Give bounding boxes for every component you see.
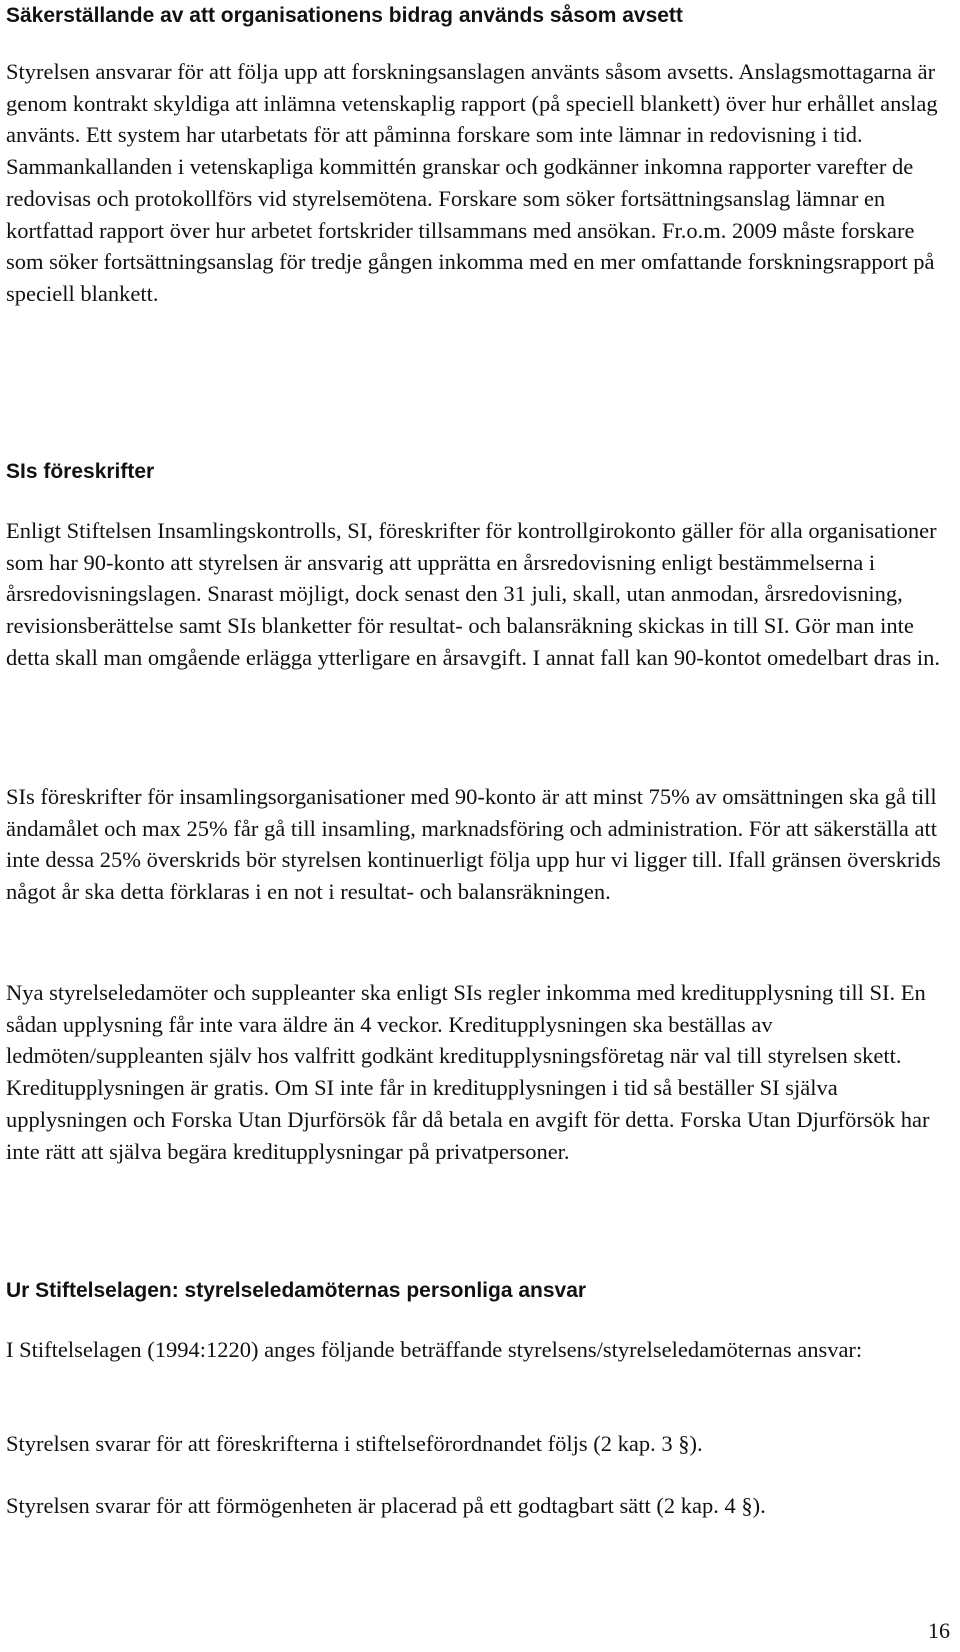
paragraph: I Stiftelselagen (1994:1220) anges följande beträffande styrelsens/styrelseledamöternas ansvar: [6, 1337, 863, 1362]
section-heading: Säkerställande av att organisationens bidrag används såsom avsett [6, 4, 683, 27]
paragraph: Styrelsen ansvarar för att följa upp att forskningsanslagen använts såsom avsetts. Anslagsmottagarna är genom kontrakt skyldiga att inlämna vetenskaplig rapport (på speciell blankett) över hur erhållet anslag använts. Ett system har utarbetats för att påminna forskare som inte lämnar in redovisning i tid. Sammankallanden i vetenskapliga kommittén granskar och godkänner inkomna rapporter varefter de redovisas och protokollförs vid styrelsemötena. Forskare som söker fortsättningsanslag lämnar en kortfattad rapport över hur arbetet fortskrider tillsammans med ansökan. Fr.o.m. 2009 måste forskare som söker fortsättningsanslag för tredje gången inkomma med en mer omfattande forskningsrapport på speciell blankett. [6, 59, 938, 306]
paragraph: Styrelsen svarar för att föreskrifterna i stiftelseförordnandet följs (2 kap. 3 §). [6, 1431, 703, 1456]
paragraph: Nya styrelseledamöter och suppleanter ska enligt SIs regler inkomma med kreditupplysning till SI. En sådan upplysning får inte vara äldre än 4 veckor. Kreditupplysningen ska beställas av ledmöten/suppleanten själv hos valfritt godkänt kreditupplysningsföretag när val till styrelsen skett. Kreditupplysningen är gratis. Om SI inte får in kreditupplysningen i tid så beställer SI själva upplysningen och Forska Utan Djurförsök får då betala en avgift för detta. Forska Utan Djurförsök har inte rätt att själva begära kreditupplysningar på privatpersoner. [6, 980, 930, 1164]
section-heading: SIs föreskrifter [6, 460, 155, 483]
section-heading: Ur Stiftelselagen: styrelseledamöternas personliga ansvar [6, 1279, 587, 1302]
paragraph: Enligt Stiftelsen Insamlingskontrolls, SI, föreskrifter för kontrollgirokonto gäller för alla organisationer som har 90-konto att styrelsen är ansvarig att upprätta en årsredovisning enligt bestämmelserna i årsredovisningslagen. Snarast möjligt, dock senast den 31 juli, skall, utan anmodan, årsredovisning, revisionsberättelse samt SIs blanketter för resultat- och balansräkning skickas in till SI. Gör man inte detta skall man omgående erlägga ytterligare en årsavgift. I annat fall kan 90-kontot omedelbart dras in. [6, 518, 941, 670]
paragraph: Styrelsen svarar för att förmögenheten är placerad på ett godtagbart sätt (2 kap. 4 §). [6, 1493, 766, 1518]
paragraph: SIs föreskrifter för insamlingsorganisationer med 90-konto är att minst 75% av omsättningen ska gå till ändamålet och max 25% får gå till insamling, marknadsföring och administration. För att säkerställa att inte dessa 25% överskrids bör styrelsen kontinuerligt följa upp hur vi ligger till. Ifall gränsen överskrids något år ska detta förklaras i en not i resultat- och balansräkningen. [6, 784, 941, 905]
page-number: 16 [928, 1618, 950, 1643]
